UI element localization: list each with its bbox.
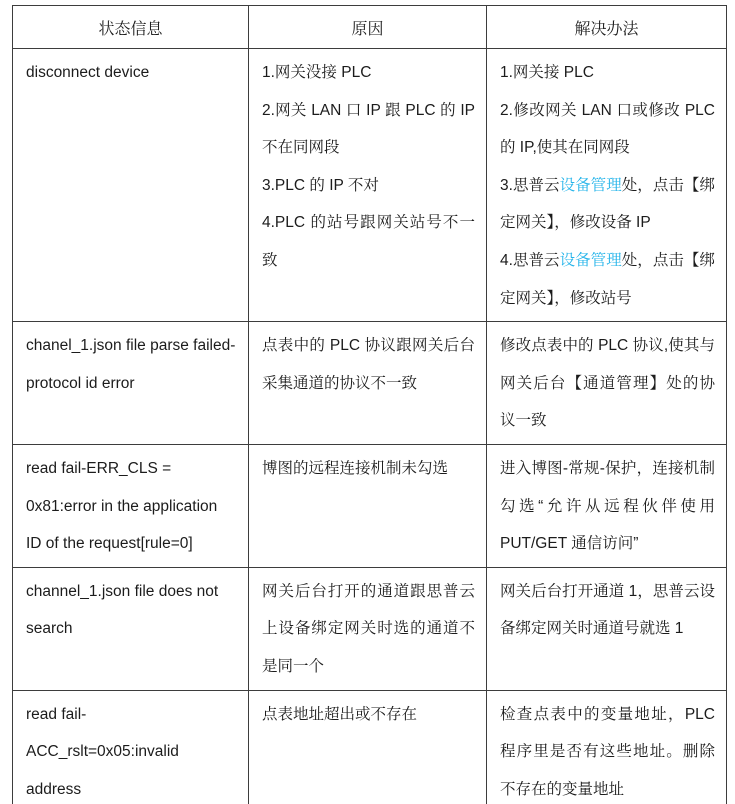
reason-cell: [249, 567, 487, 690]
cell-paragraph: 4.PLC 的站号跟网关站号不一致: [262, 214, 475, 269]
text-segment: 处，点击【绑定网关】，修改站号: [500, 251, 715, 307]
text-segment: 3.思普云: [500, 176, 560, 194]
cell-paragraph: [500, 167, 715, 242]
status-cell: [13, 567, 249, 690]
troubleshooting-table: [12, 5, 727, 804]
solution-cell: [487, 322, 727, 445]
text-segment: 4.思普云: [500, 251, 560, 269]
cell-paragraph: 1.网关没接 PLC: [262, 64, 372, 81]
cell-paragraph: [500, 242, 715, 317]
status-cell: [13, 322, 249, 445]
reason-cell: [249, 322, 487, 445]
cell-paragraph: 2.修改网关 LAN 口或修改 PLC 的 IP,使其在同网段: [500, 101, 715, 157]
solution-cell: [487, 567, 727, 690]
device-management-highlight: 设备管理: [559, 251, 622, 269]
cell-paragraph: 点表中的 PLC 协议跟网关后台采集通道的协议不一致: [262, 337, 475, 392]
cell-paragraph: 修改点表中的 PLC 协议,使其与网关后台【通道管理】处的协议一致: [500, 337, 715, 430]
cell-paragraph: 博图的远程连接机制未勾选: [262, 459, 449, 477]
status-cell: [13, 444, 249, 567]
reason-cell: [249, 49, 487, 322]
table-row: [13, 690, 727, 804]
table-body: [13, 49, 727, 804]
cell-paragraph: 进入博图-常规-保护，连接机制勾选“允许从远程伙伴使用 PUT/GET 通信访问”: [500, 459, 715, 553]
cell-paragraph: 网关后台打开通道 1，思普云设备绑定网关时通道号就选 1: [500, 582, 715, 638]
cell-paragraph: read fail-ACC_rslt=0x05:invalid address: [26, 705, 179, 798]
cell-paragraph: chanel_1.json file parse failed-protocol id error: [26, 337, 236, 392]
solution-cell: [487, 49, 727, 322]
table-row: [13, 49, 727, 322]
table-header-row: [13, 6, 727, 49]
column-header-reason: 原因: [249, 6, 487, 49]
table-row: [13, 567, 727, 690]
cell-paragraph: 3.PLC 的 IP 不对: [262, 176, 379, 194]
cell-paragraph: 点表地址超出或不存在: [262, 705, 418, 723]
table-row: [13, 444, 727, 567]
cell-paragraph: disconnect device: [26, 64, 150, 81]
table-row: [13, 322, 727, 445]
cell-paragraph: read fail-ERR_CLS = 0x81:error in the application ID of the request[rule=0]: [26, 459, 218, 553]
status-cell: [13, 49, 249, 322]
reason-cell: [249, 690, 487, 804]
cell-paragraph: channel_1.json file does not search: [26, 582, 219, 638]
cell-paragraph: 1.网关接 PLC: [500, 64, 594, 81]
column-header-status: 状态信息: [13, 6, 249, 49]
solution-cell: [487, 444, 727, 567]
column-header-solution: 解决办法: [487, 6, 727, 49]
cell-paragraph: 2.网关 LAN 口 IP 跟 PLC 的 IP 不在同网段: [262, 101, 475, 157]
status-cell: [13, 690, 249, 804]
cell-paragraph: 检查点表中的变量地址，PLC 程序里是否有这些地址。删除不存在的变量地址: [500, 705, 715, 798]
text-segment: 处，点击【绑定网关】，修改设备 IP: [500, 176, 715, 232]
reason-cell: [249, 444, 487, 567]
device-management-highlight: 设备管理: [559, 176, 622, 194]
cell-paragraph: 网关后台打开的通道跟思普云上设备绑定网关时选的通道不是同一个: [262, 582, 475, 675]
solution-cell: [487, 690, 727, 804]
